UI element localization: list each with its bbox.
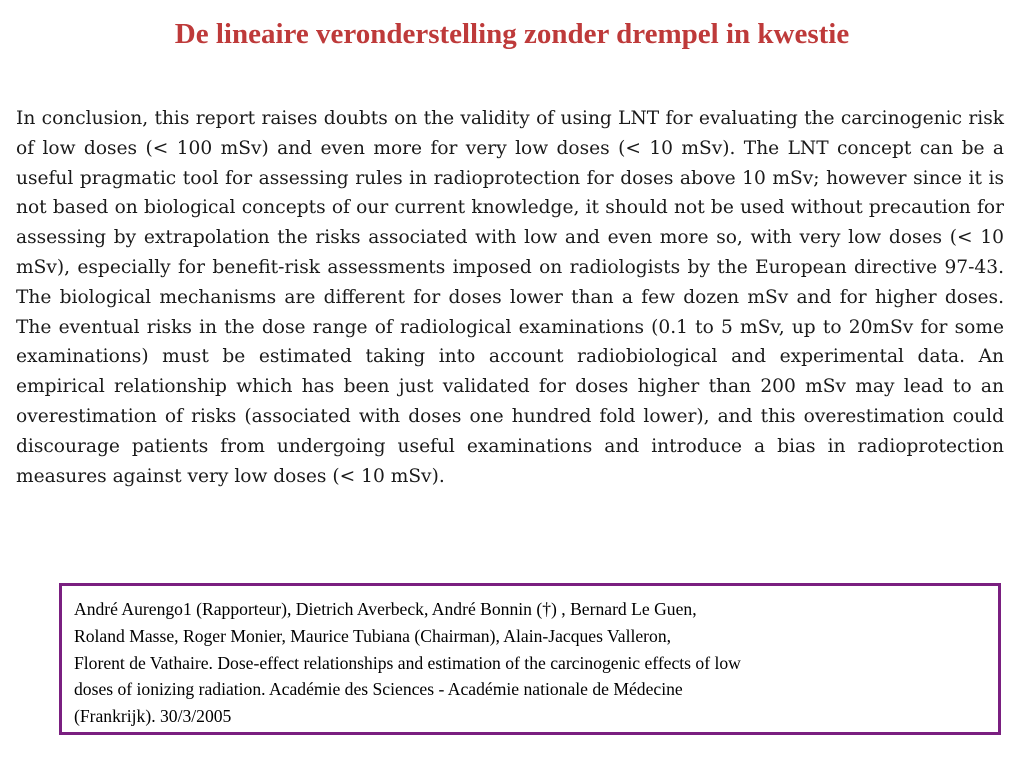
quoted-conclusion: In conclusion, this report raises doubts on the validity of using LNT for evaluating the carcinogenic risk of low doses (< 100 mSv) and even more for very low doses (< 10 mSv). The LNT concept can be a useful pragmatic tool for assessing rules in radioprotection for doses above 10 mSv; however since it is not based on biological concepts of our current knowledge, it should not be used without precaution for assessing by extrapolation the risks associated with low and even more so, with very low doses (< 10 mSv), especially for benefit-risk assessments imposed on radiologists by the European directive 97-43. The biological mechanisms are different for doses lower than a few dozen mSv and for higher doses. The eventual risks in the dose range of radiological examinations (0.1 to 5 mSv, up to 20mSv for some examinations) must be estimated taking into account radiobiological and experimental data. An empirical relationship which has been just validated for doses higher than 200 mSv may lead to an overestimation of risks (associated with doses one hundred fold lower), and this overestimation could discourage patients from undergoing useful examinations and introduce a bias in radioprotection measures against very low doses (< 10 mSv). [16,108,1004,487]
reference-line: (Frankrijk). 30/3/2005 [74,706,232,727]
reference-line: Roland Masse, Roger Monier, Maurice Tubiana (Chairman), Alain-Jacques Valleron, [74,625,672,646]
reference-box [59,583,1001,735]
reference-line: Florent de Vathaire. Dose-effect relationships and estimation of the carcinogenic effects of low [74,652,741,673]
reference-line: André Aurengo1 (Rapporteur), Dietrich Averbeck, André Bonnin (†) , Bernard Le Guen, [74,599,697,619]
reference-line: doses of ionizing radiation. Académie des Sciences - Académie nationale de Médecine [74,679,683,700]
slide-title: De lineaire veronderstelling zonder drempel in kwestie [174,18,850,50]
